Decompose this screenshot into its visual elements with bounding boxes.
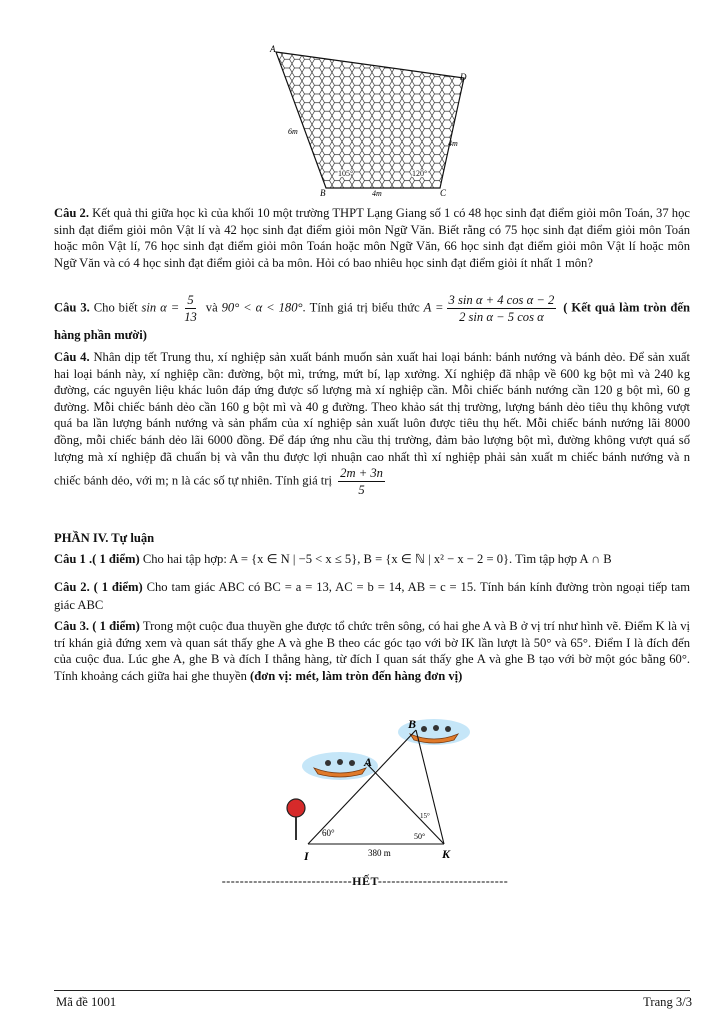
label-c: C [440,188,447,198]
end-mark: -----------------------------HẾT----------------------------- [221,874,509,888]
angle-15: 15° [420,812,430,820]
question-3 [54,292,690,345]
question-4 [54,349,690,498]
line-k-a [366,763,444,844]
sin-expression: sin α = [141,300,180,315]
expr-fraction: $\frac{\text{3 sin α + 4 cos α − 2}}{\text{2 sin α − 5 cos α}}$ [448,293,555,324]
distance-label: 380 m [368,848,391,858]
sin-fraction: $\frac{5}{13}$ [184,293,197,324]
essay-3-text: Trong một cuộc đua thuyền ghe được tổ chức trên sông, có hai ghe A và B ở vị trí như hình vẽ. Điểm K là vị trí khán giả đứng xem và quan sát thấy ghe A và ghe B theo các góc tạo với bờ IK lần lượt là 50° và 65°. Điểm I là đích đến của cuộc đua. Lúc ghe A, ghe B và đích I thẳng hàng, từ đích I quan sát thấy ghe A và ghe B tạo với bờ một góc bằng 60°. Tính khoảng cách giữa hai ghe thuyền [54,619,691,683]
rounding-note: ( Kết quả làm tròn đến hàng phần mười) [54,300,691,342]
boat-race-figure [280,708,480,868]
value-fraction: $\frac{2m + 3n}{5}$ [340,466,383,498]
angle-i: 60° [322,828,335,838]
footer-divider [54,990,690,991]
question-4-text: Nhân dịp tết Trung thu, xí nghiệp sản xuất bánh muốn sản xuất hai loại bánh: bánh nướng và bánh dẻo. Để sản xuất hai loại bánh này, xí nghiệp cần: đường, bột mì, trứng, mứt bí, lạp xưởng. Xí nghiệp đã nhập về 600 kg bột mì và 240 kg đường, các nguyên liệu khác luôn đáp ứng được số lượng mà xí nghiệp cần. Mỗi chiếc bánh nướng cần 120 g bột mì, 60 g đường. Mỗi chiếc bánh dẻo cần 160 g bột mì và 40 g đường. Theo khảo sát thị trường, lượng bánh dẻo tiêu thụ không vượt quá ba lần lượng bánh nướng và sản phẩm của xí nghiệp sản xuất luôn được tiêu thụ hết. Mỗi chiếc bánh nướng lãi 8000 đồng, mỗi chiếc bánh dẻo lãi 6000 đồng. Để đáp ứng nhu cầu thị trường, đảm bảo lượng bột mì, đường không vượt quá số lượng mà xí nghiệp đã chuẩn bị và vẫn thu được lợi nhuận cao nhất thì xí nghiệp phải sản xuất m chiếc bánh nướng và n chiếc bánh dẻo, với m; n là các số tự nhiên. Tính giá trị [54,350,691,488]
essay-1-label: Câu 1 .( 1 điểm) [54,552,140,566]
label-i: I [304,849,309,863]
page-number: Trang 3/3 [643,995,692,1009]
essay-3 [54,618,690,684]
essay-1 [54,551,690,568]
label-k: K [442,847,451,861]
side-bottom: 4m [372,189,382,198]
label-b: B [408,717,417,731]
essay-2-text: Cho tam giác ABC có BC = a = 13, AC = b = 14, AB = c = 15. Tính bán kính đường tròn ngoại tiếp tam giác ABC [54,580,690,612]
label-a: A [364,755,373,769]
question-2-label: Câu 2. [54,206,89,220]
line-i-b [308,730,416,844]
question-3-intro: Cho biết [93,300,138,315]
angle-b: 105° [338,169,354,178]
side-right: 4m [448,139,458,148]
question-2 [54,205,690,271]
question-3-label: Câu 3. [54,300,90,315]
trapezoid-shape [276,52,464,188]
alpha-range: 90° < α < 180° [221,300,303,315]
line-k-b [416,730,444,844]
essay-3-units: (đơn vị: mét, làm tròn đến hàng đơn vị) [250,668,463,683]
exam-code: Mã đề 1001 [56,995,117,1009]
label-b: B [320,188,326,198]
finish-marker-icon [287,799,305,817]
label-a: A [270,44,276,54]
essay-2-label: Câu 2. ( 1 điểm) [54,580,143,594]
angle-k: 50° [414,832,426,841]
question-4-label: Câu 4. [54,350,90,364]
trapezoid-figure [262,42,482,202]
and-word: và [205,300,218,315]
question-2-text: Kết quả thi giữa học kì của khối 10 một trường THPT Lạng Giang số 1 có 48 học sinh đạt điểm giỏi môn Toán, 37 học sinh đạt điểm giỏi môn Vật lí và 42 học sinh đạt điểm giỏi môn Ngữ Văn. Biết rằng có 75 học sinh đạt điểm giỏi môn Toán hoặc môn Vật lí, 76 học sinh đạt điểm giỏi môn Toán hoặc môn Ngữ Văn, 66 học sinh đạt điểm giỏi môn Vật lí hoặc môn Ngữ Văn và có 4 học sinh đạt điểm giỏi cả ba môn. Hỏi có bao nhiêu học sinh đạt điểm giỏi ít nhất 1 môn? [54,206,690,270]
compute-text: . Tính giá trị biểu thức [302,300,420,315]
essay-1-text: Cho hai tập hợp: A = {x ∈ N | −5 < x ≤ 5}, B = {x ∈ ℕ | x² − x − 2 = 0}. Tìm tập hợp A ∩ B [142,552,612,566]
essay-3-label: Câu 3. ( 1 điểm) [54,619,140,633]
side-left: 6m [288,127,298,136]
essay-2 [54,578,690,614]
label-d: D [460,72,467,82]
angle-c: 120° [412,169,428,178]
part-4-title: PHẦN IV. Tự luận [54,531,155,545]
expr-lhs: A = [423,300,444,315]
